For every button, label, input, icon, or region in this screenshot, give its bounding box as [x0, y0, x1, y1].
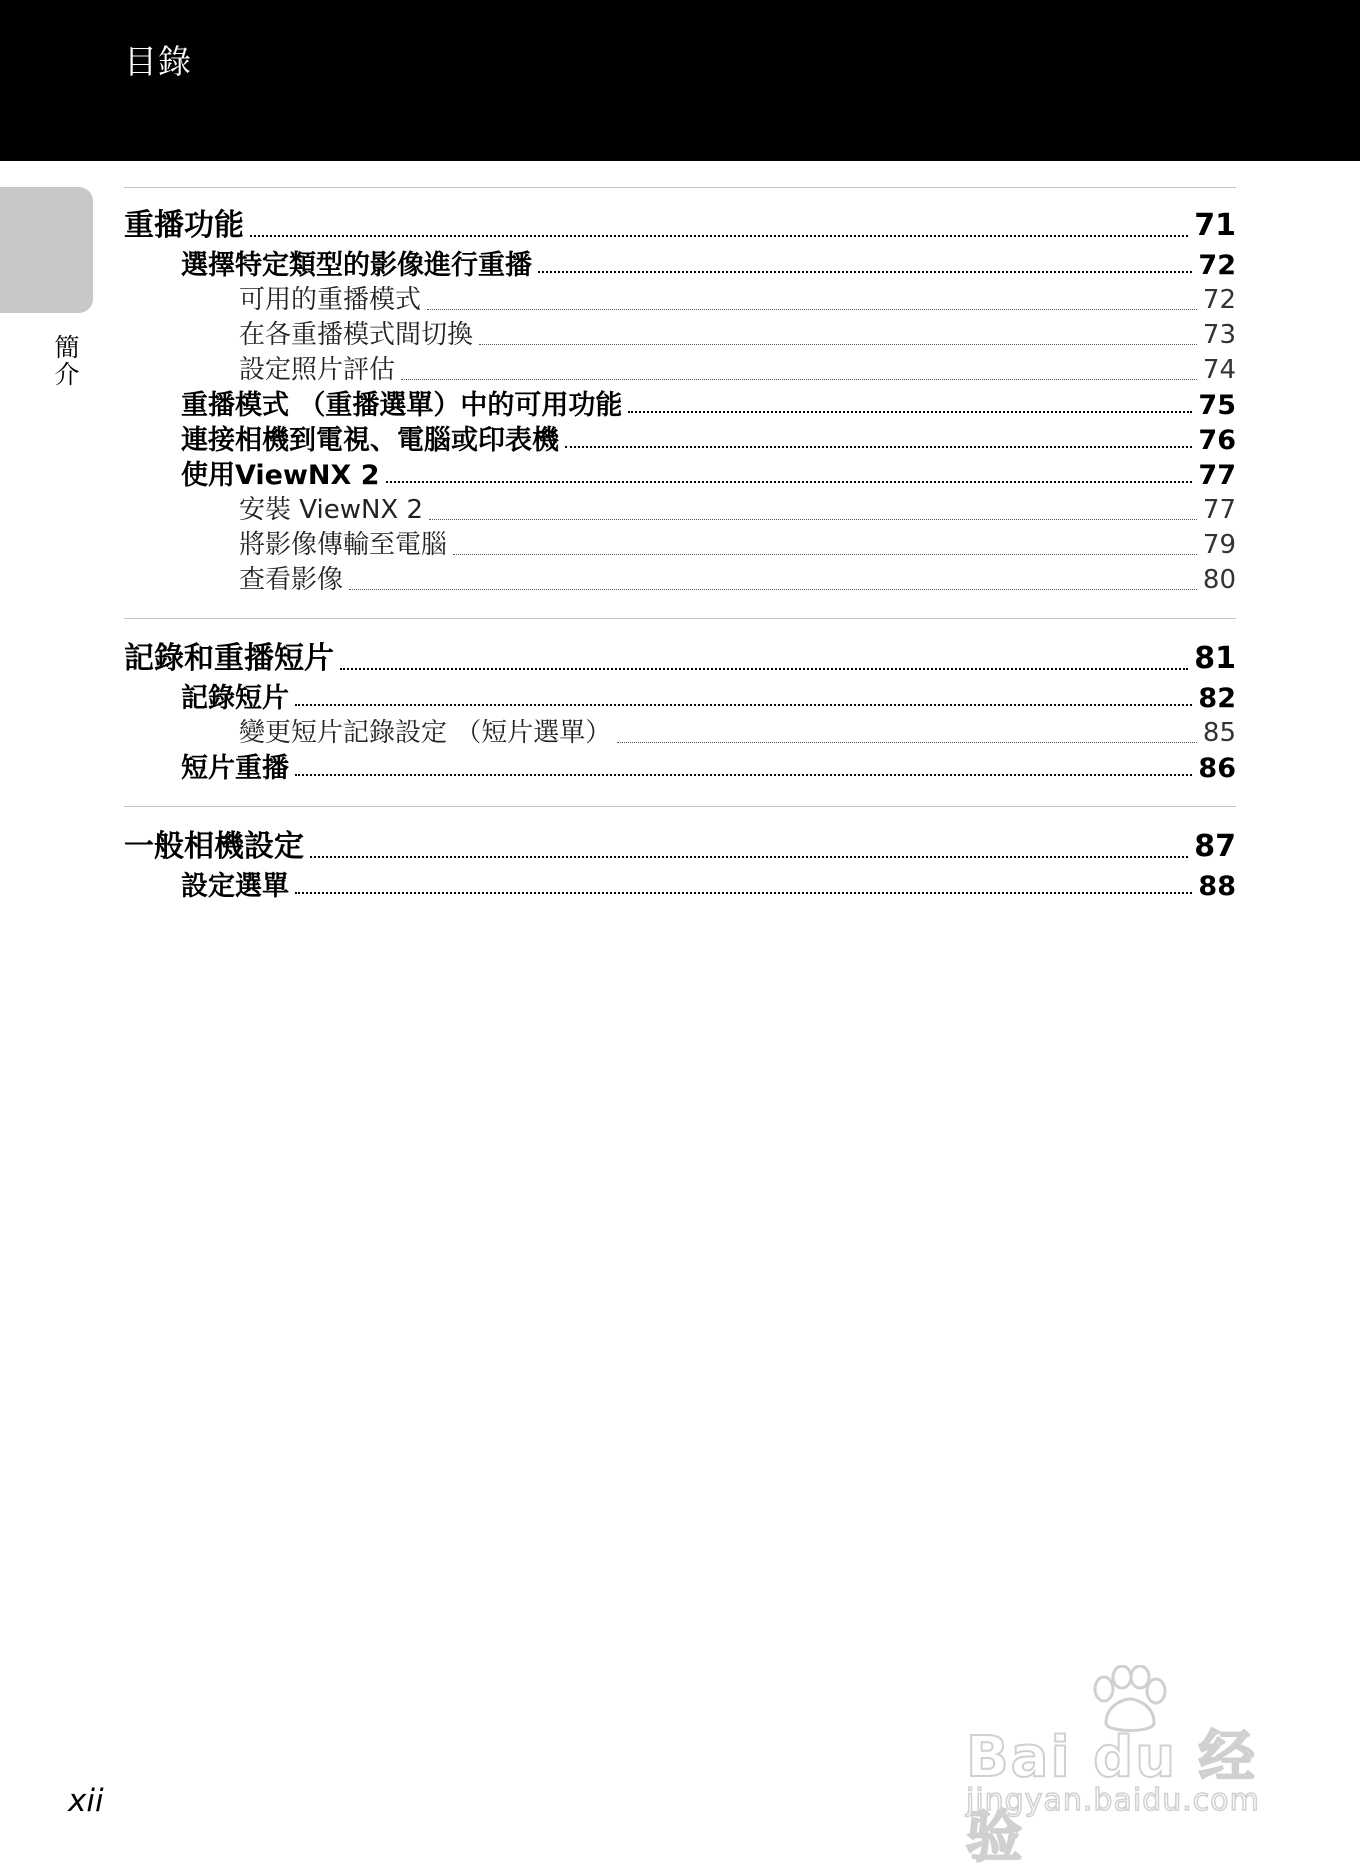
toc-title: 一般相機設定: [124, 829, 304, 864]
dot-leader: [453, 554, 1197, 555]
toc-page-number: 72: [1198, 250, 1236, 281]
toc-title: 設定照片評估: [239, 355, 396, 385]
dot-leader: [295, 704, 1192, 706]
toc-title: 在各重播模式間切換: [239, 320, 474, 350]
toc-entry[interactable]: [124, 248, 1236, 283]
dot-leader: [617, 742, 1197, 743]
dot-leader: [401, 379, 1197, 380]
section-divider: [124, 187, 1236, 188]
dot-leader: [386, 481, 1193, 483]
toc-page-number: 81: [1194, 641, 1236, 676]
toc-page-number: 80: [1202, 565, 1236, 595]
toc-subentry[interactable]: [124, 528, 1236, 563]
toc-page-number: 82: [1198, 683, 1236, 714]
dot-leader: [427, 309, 1197, 310]
toc-page-number: 87: [1194, 829, 1236, 864]
toc-page-number: 85: [1202, 718, 1236, 748]
dot-leader: [565, 446, 1192, 448]
dot-leader: [349, 589, 1197, 590]
toc-title: 查看影像: [239, 565, 344, 595]
toc-entry[interactable]: [124, 869, 1236, 904]
toc-title: 使用ViewNX 2: [181, 460, 380, 491]
toc-page-number: 75: [1198, 390, 1236, 421]
toc-page-number: 71: [1194, 208, 1236, 243]
toc-page-number: 88: [1198, 871, 1236, 902]
section-divider: [124, 806, 1236, 807]
header-bar: [0, 0, 1360, 161]
dot-leader: [340, 668, 1188, 670]
toc-page-number: 74: [1202, 355, 1236, 385]
dot-leader: [429, 519, 1197, 520]
dot-leader: [628, 411, 1192, 413]
toc-title: 變更短片記錄設定 （短片選單）: [239, 718, 612, 748]
toc-page-number: 76: [1198, 425, 1236, 456]
toc-section-heading[interactable]: [124, 204, 1236, 247]
dot-leader: [310, 856, 1188, 858]
toc-title: 連接相機到電視、電腦或印表機: [181, 425, 559, 456]
toc-page-number: 77: [1202, 495, 1236, 525]
page-number: xii: [68, 1783, 104, 1819]
toc-title: 可用的重播模式: [239, 285, 422, 315]
toc-title: 短片重播: [181, 753, 289, 784]
toc-entry[interactable]: [124, 423, 1236, 458]
toc-title: 記錄短片: [181, 683, 289, 714]
toc-subentry[interactable]: [124, 283, 1236, 318]
toc-title: 將影像傳輸至電腦: [239, 530, 448, 560]
toc-section-heading[interactable]: [124, 825, 1236, 868]
toc-subentry[interactable]: [124, 493, 1236, 528]
dot-leader: [295, 774, 1192, 776]
toc-title: 重播功能: [124, 208, 244, 243]
toc-page-number: 72: [1202, 285, 1236, 315]
toc-entry[interactable]: [124, 751, 1236, 786]
toc-title: 記錄和重播短片: [124, 641, 334, 676]
toc-page-number: 86: [1198, 753, 1236, 784]
toc-title: 設定選單: [181, 871, 289, 902]
watermark: [966, 1665, 1286, 1870]
dot-leader: [479, 344, 1197, 345]
toc-page-number: 79: [1202, 530, 1236, 560]
toc-title: 選擇特定類型的影像進行重播: [181, 250, 532, 281]
dot-leader: [538, 271, 1192, 273]
side-tab-marker: [0, 187, 93, 313]
section-divider: [124, 618, 1236, 619]
toc-section-heading[interactable]: [124, 637, 1236, 680]
table-of-contents: [124, 187, 1236, 904]
toc-page-number: 77: [1198, 460, 1236, 491]
toc-title: 重播模式 （重播選單）中的可用功能: [181, 390, 623, 421]
page-title: 目錄: [124, 42, 192, 81]
toc-page-number: 73: [1202, 320, 1236, 350]
side-tab-label: 簡介: [51, 334, 80, 388]
toc-subentry[interactable]: [124, 563, 1236, 598]
toc-subentry[interactable]: [124, 353, 1236, 388]
toc-subentry[interactable]: [124, 716, 1236, 751]
toc-entry[interactable]: [124, 681, 1236, 716]
toc-entry[interactable]: [124, 388, 1236, 423]
toc-subentry[interactable]: [124, 318, 1236, 353]
toc-title: 安裝 ViewNX 2: [239, 495, 424, 525]
toc-entry[interactable]: [124, 458, 1236, 493]
dot-leader: [250, 235, 1188, 237]
watermark-url: jingyan.baidu.com: [966, 1783, 1260, 1818]
watermark-brand: Bai du 经验: [966, 1725, 1257, 1870]
dot-leader: [295, 892, 1192, 894]
